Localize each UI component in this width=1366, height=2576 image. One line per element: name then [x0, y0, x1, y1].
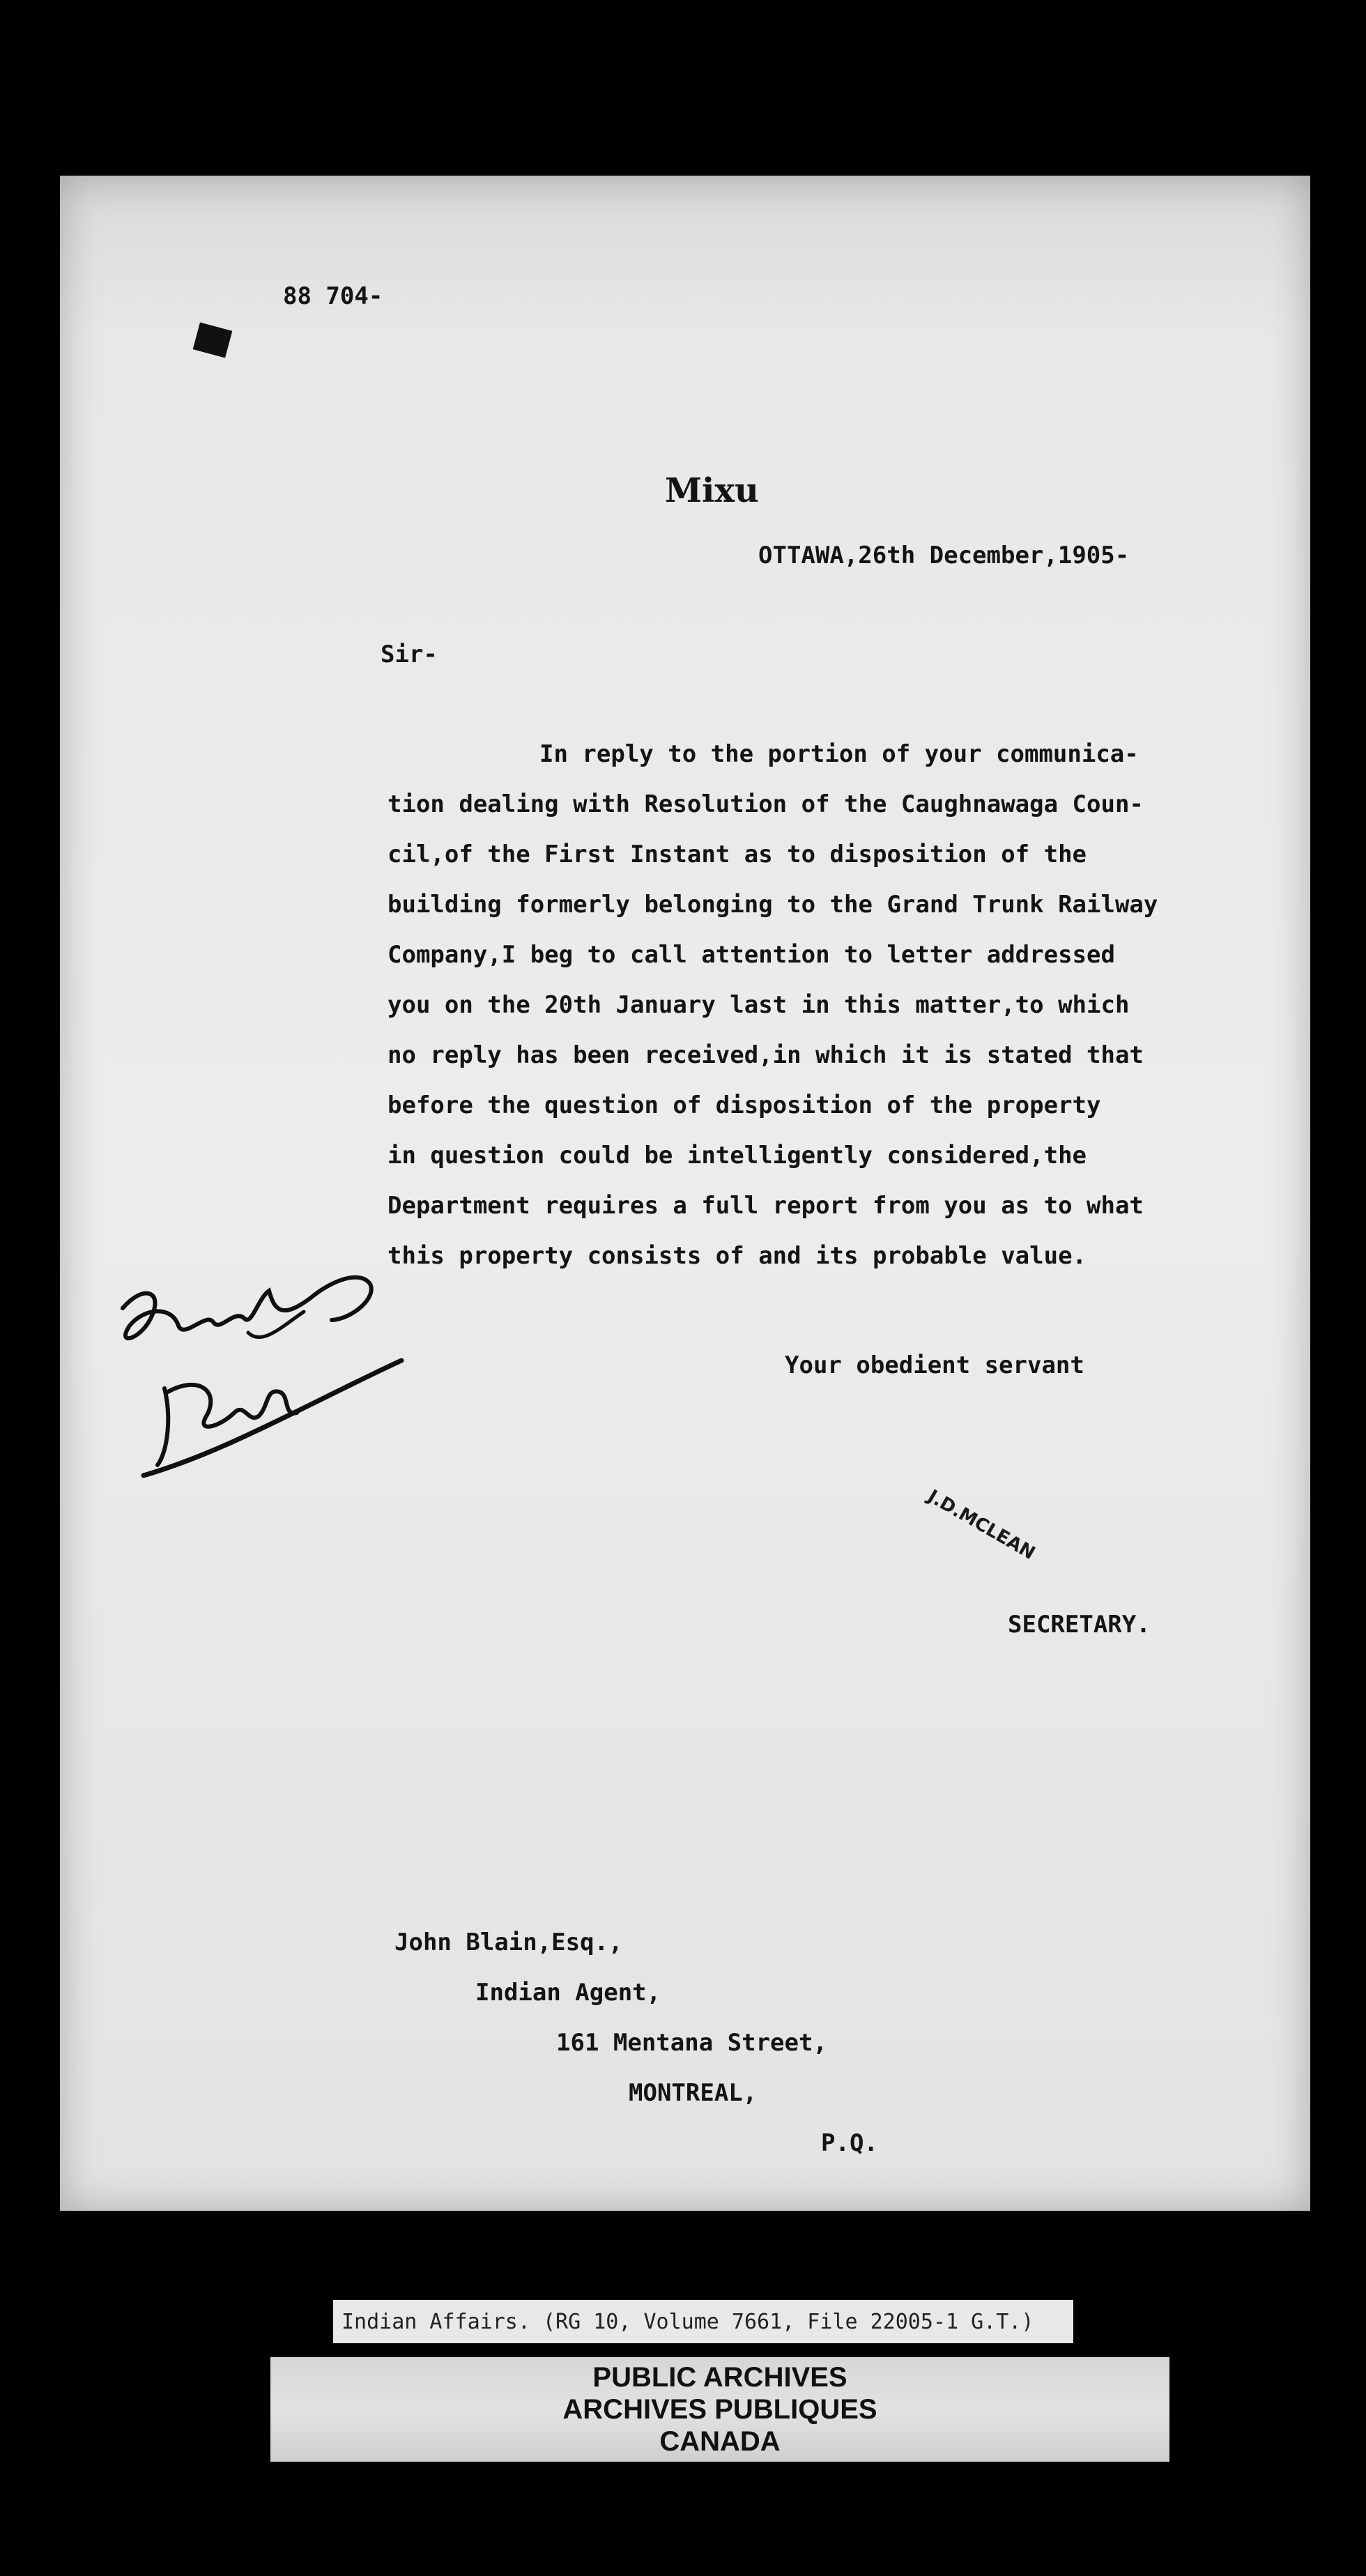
body-line: you on the 20th January last in this matter,to which [387, 991, 1130, 1019]
body-line: no reply has been received,in which it is stated that [387, 1041, 1144, 1069]
archive-reference: Indian Affairs. (RG 10, Volume 7661, File 22005-1 G.T.) [342, 2309, 1034, 2334]
signature-stamp: J.D.MCLEAN [924, 1486, 1039, 1565]
archive-label-line: PUBLIC ARCHIVES [592, 2362, 847, 2393]
file-mark: Mixu [665, 471, 759, 510]
letter-page [60, 176, 1310, 2211]
body-line: this property consists of and its probable value. [387, 1242, 1087, 1270]
body-line: In reply to the portion of your communica- [539, 740, 1139, 768]
body-line: tion dealing with Resolution of the Caughnawaga Coun- [387, 790, 1144, 818]
salutation: Sir- [381, 641, 438, 668]
handwritten-annotation [102, 1242, 436, 1493]
body-line: building formerly belonging to the Grand Trunk Railway [387, 891, 1158, 919]
punch-hole [193, 322, 233, 358]
recipient-role: Indian Agent, [475, 1979, 661, 2007]
secretary-title: SECRETARY. [1008, 1611, 1151, 1639]
body-line: Department requires a full report from you as to what [387, 1192, 1144, 1220]
body-line: in question could be intelligently considered,the [387, 1142, 1087, 1170]
recipient-city: MONTREAL, [629, 2079, 758, 2107]
recipient-street: 161 Mentana Street, [556, 2029, 827, 2057]
body-line: cil,of the First Instant as to disposition of the [387, 841, 1087, 868]
body-line: before the question of disposition of the property [387, 1091, 1101, 1119]
recipient-province: P.Q. [821, 2129, 878, 2157]
archive-label-line: ARCHIVES PUBLIQUES [562, 2394, 877, 2425]
closing: Your obedient servant [785, 1351, 1084, 1379]
archive-label-line: CANADA [659, 2426, 781, 2457]
place-date: OTTAWA,26th December,1905- [758, 542, 1130, 569]
archive-reference-strip [333, 2300, 1073, 2343]
file-reference: 88 704- [283, 282, 383, 310]
recipient-name: John Blain,Esq., [394, 1929, 623, 1956]
archive-label [270, 2357, 1169, 2462]
body-line: Company,I beg to call attention to letter addressed [387, 941, 1115, 969]
